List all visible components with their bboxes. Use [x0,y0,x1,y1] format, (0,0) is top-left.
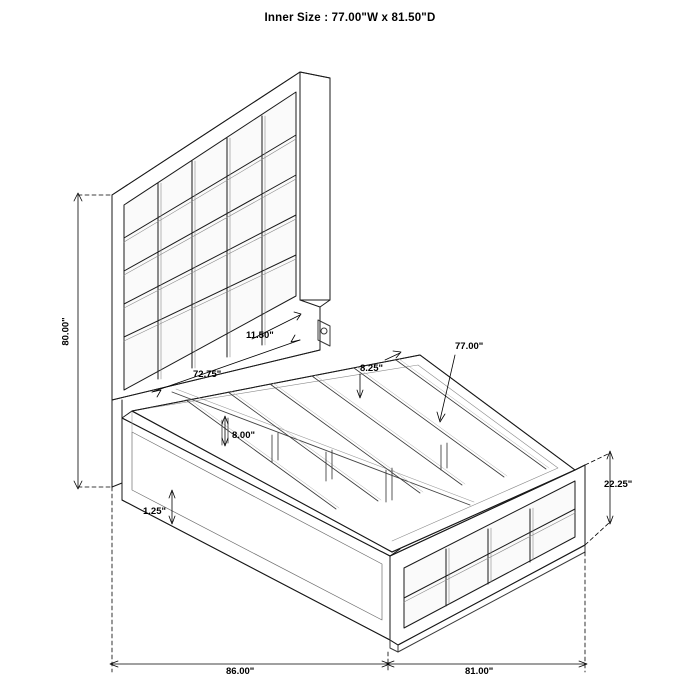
dim-footboard-height: 22.25" [604,479,633,490]
dim-inner-width: 77.00" [455,341,484,352]
dim-slat-spacing: 8.25" [360,363,383,374]
dim-rail-thickness: 1.25" [143,506,166,517]
dim-overall-width: 81.00" [465,666,494,677]
dim-headboard-panel-width: 11.50" [246,330,274,341]
page-title: Inner Size : 77.00"W x 81.50"D [264,12,436,24]
dim-headboard-height: 80.00" [60,317,72,346]
dim-overall-length: 86.00" [226,666,255,677]
dim-rail-length: 72.75" [193,369,222,380]
dim-slat-height: 8.00" [232,430,255,441]
